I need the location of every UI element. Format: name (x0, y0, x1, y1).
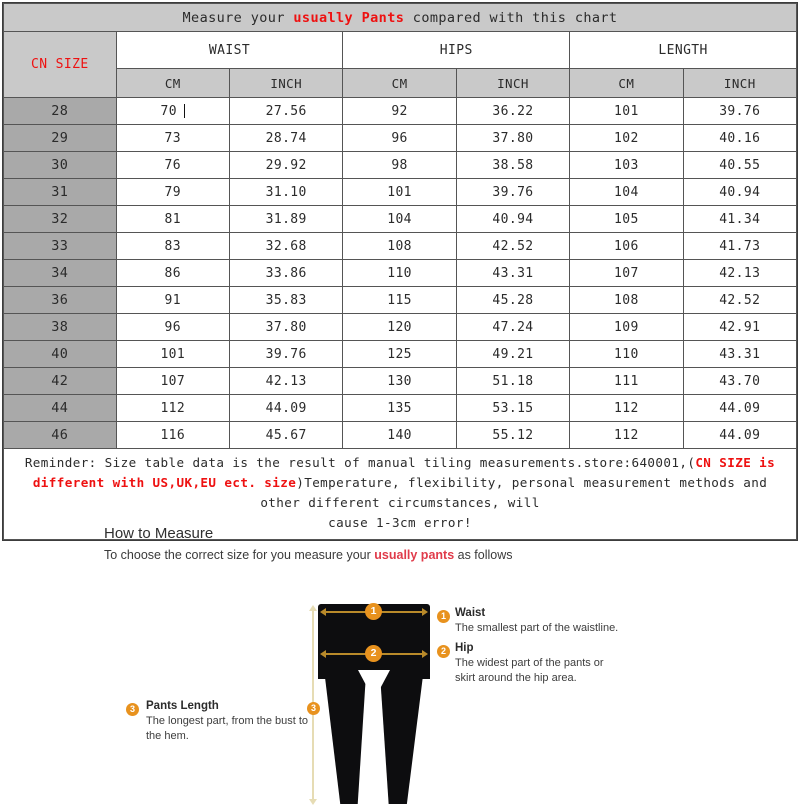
cell-waist-cm: 79 (116, 179, 229, 206)
pants-illustration (318, 604, 430, 802)
cell-waist-cm: 107 (116, 368, 229, 395)
cell-size: 44 (4, 395, 117, 422)
cell-hips-cm: 98 (343, 152, 456, 179)
table-row (4, 314, 797, 341)
howto-sub-suffix: as follows (454, 548, 513, 562)
cell-length-inch: 39.76 (683, 98, 796, 125)
cell-length-cm: 111 (570, 368, 683, 395)
cell-hips-cm: 96 (343, 125, 456, 152)
reminder-part1: Reminder: Size table data is the result of manual tiling measurements.store:640001,( (24, 455, 696, 470)
how-to-measure-section (104, 525, 704, 562)
header-group-hips: HIPS (343, 32, 570, 69)
cell-length-cm: 105 (570, 206, 683, 233)
cell-waist-inch: 28.74 (229, 125, 342, 152)
cell-hips-cm: 104 (343, 206, 456, 233)
cell-size: 32 (4, 206, 117, 233)
howto-sub-highlight: usually pants (374, 548, 455, 562)
cell-waist-inch: 32.68 (229, 233, 342, 260)
callout-hip-title: Hip (455, 642, 474, 654)
cell-hips-inch: 49.21 (456, 341, 569, 368)
cell-length-cm: 106 (570, 233, 683, 260)
how-to-measure-title: How to Measure (104, 525, 214, 542)
chart-title-prefix: Measure your (182, 9, 294, 26)
length-marker-badge: 3 (307, 702, 320, 715)
table-row (4, 233, 797, 260)
table-row (4, 179, 797, 206)
cell-waist-inch: 35.83 (229, 287, 342, 314)
header-length-inch: INCH (683, 69, 796, 98)
cell-waist-inch: 42.13 (229, 368, 342, 395)
cell-waist-cm: 81 (116, 206, 229, 233)
cell-length-inch: 43.31 (683, 341, 796, 368)
cell-length-cm: 101 (570, 98, 683, 125)
howto-sub-prefix: To choose the correct size for you measure your (104, 548, 375, 562)
cell-size: 42 (4, 368, 117, 395)
cell-waist-cm: 83 (116, 233, 229, 260)
callout-pants-length (146, 700, 311, 744)
pants-left-leg (320, 674, 366, 804)
chart-title (4, 4, 797, 32)
callout-hip-body-line2: skirt around the hip area. (455, 672, 577, 684)
cell-length-cm: 109 (570, 314, 683, 341)
cell-hips-inch: 42.52 (456, 233, 569, 260)
chart-title-suffix: compared with this chart (404, 9, 618, 26)
cell-length-cm: 110 (570, 341, 683, 368)
measurement-illustration (0, 592, 800, 802)
unit-header-row (4, 69, 797, 98)
callout-badge-2: 2 (437, 645, 450, 658)
cell-hips-cm: 115 (343, 287, 456, 314)
cell-length-inch: 44.09 (683, 422, 796, 449)
cell-length-cm: 108 (570, 287, 683, 314)
table-row (4, 260, 797, 287)
cell-hips-cm: 120 (343, 314, 456, 341)
cell-length-cm: 104 (570, 179, 683, 206)
cell-hips-inch: 53.15 (456, 395, 569, 422)
cell-waist-cm: 73 (116, 125, 229, 152)
cell-waist-inch: 29.92 (229, 152, 342, 179)
cell-length-cm: 102 (570, 125, 683, 152)
cell-length-inch: 43.70 (683, 368, 796, 395)
cell-waist-inch: 45.67 (229, 422, 342, 449)
cell-length-cm: 112 (570, 422, 683, 449)
reminder-part2: )Temperature, flexibility, personal measurement methods and other different circumstances, will (260, 475, 768, 510)
cell-hips-cm: 108 (343, 233, 456, 260)
hip-marker-badge: 2 (365, 645, 382, 662)
cell-hips-cm: 125 (343, 341, 456, 368)
callout-length-title: Pants Length (146, 700, 219, 712)
table-row (4, 125, 797, 152)
cell-length-cm: 103 (570, 152, 683, 179)
cell-size: 31 (4, 179, 117, 206)
cell-hips-inch: 40.94 (456, 206, 569, 233)
cell-size: 34 (4, 260, 117, 287)
cell-size: 46 (4, 422, 117, 449)
reminder-red: CN SIZE is different with US,UK,EU ect. size (32, 455, 776, 490)
header-hips-cm: CM (343, 69, 456, 98)
cell-hips-cm: 110 (343, 260, 456, 287)
cell-length-inch: 40.16 (683, 125, 796, 152)
header-cn-size: CN SIZE (4, 32, 117, 98)
header-hips-inch: INCH (456, 69, 569, 98)
cell-hips-cm: 92 (343, 98, 456, 125)
callout-waist (455, 607, 618, 636)
cell-hips-inch: 38.58 (456, 152, 569, 179)
cell-length-inch: 42.91 (683, 314, 796, 341)
header-group-waist: WAIST (116, 32, 343, 69)
cell-size: 30 (4, 152, 117, 179)
cell-waist-cm: 116 (116, 422, 229, 449)
callout-badge-1: 1 (437, 610, 450, 623)
table-row (4, 98, 797, 125)
text-cursor (184, 104, 185, 118)
cell-size: 36 (4, 287, 117, 314)
cell-hips-inch: 43.31 (456, 260, 569, 287)
cell-waist-cm: 91 (116, 287, 229, 314)
cell-length-cm: 112 (570, 395, 683, 422)
cell-waist-cm: 112 (116, 395, 229, 422)
cell-hips-cm: 101 (343, 179, 456, 206)
callout-waist-title: Waist (455, 607, 486, 619)
cell-waist-cm: 76 (116, 152, 229, 179)
cell-length-inch: 41.34 (683, 206, 796, 233)
cell-length-inch: 41.73 (683, 233, 796, 260)
callout-hip-body-line1: The widest part of the pants or (455, 657, 604, 669)
cell-waist-inch: 27.56 (229, 98, 342, 125)
cell-hips-cm: 130 (343, 368, 456, 395)
cell-size: 33 (4, 233, 117, 260)
cell-waist-inch: 37.80 (229, 314, 342, 341)
cell-hips-inch: 37.80 (456, 125, 569, 152)
cell-length-inch: 42.52 (683, 287, 796, 314)
cell-length-inch: 42.13 (683, 260, 796, 287)
cell-hips-cm: 140 (343, 422, 456, 449)
table-row (4, 206, 797, 233)
cell-size: 38 (4, 314, 117, 341)
cell-size: 29 (4, 125, 117, 152)
cell-waist-inch: 39.76 (229, 341, 342, 368)
header-waist-cm: CM (116, 69, 229, 98)
table-row (4, 422, 797, 449)
cell-waist-inch: 33.86 (229, 260, 342, 287)
cell-length-inch: 40.55 (683, 152, 796, 179)
cell-hips-inch: 51.18 (456, 368, 569, 395)
cell-size: 28 (4, 98, 117, 125)
pants-right-leg (380, 674, 428, 804)
cell-size: 40 (4, 341, 117, 368)
chart-title-highlight: usually Pants (293, 9, 405, 26)
how-to-measure-subtitle (104, 548, 704, 562)
reminder-part3: cause 1-3cm error! (328, 515, 472, 530)
chart-title-row (4, 4, 797, 32)
cell-waist-inch: 31.10 (229, 179, 342, 206)
table-row (4, 395, 797, 422)
cell-hips-cm: 135 (343, 395, 456, 422)
callout-length-body-line2: the hem. (146, 730, 189, 742)
cell-hips-inch: 55.12 (456, 422, 569, 449)
waist-marker-badge: 1 (365, 603, 382, 620)
cell-waist-cm[interactable] (116, 98, 229, 125)
cell-hips-inch: 36.22 (456, 98, 569, 125)
cell-length-inch: 44.09 (683, 395, 796, 422)
cell-waist-cm: 96 (116, 314, 229, 341)
table-row (4, 152, 797, 179)
callout-badge-3: 3 (126, 703, 139, 716)
cell-hips-inch: 47.24 (456, 314, 569, 341)
callout-length-body-line1: The longest part, from the bust to (146, 715, 309, 727)
cell-waist-cm-value: 70 (160, 103, 178, 119)
header-length-cm: CM (570, 69, 683, 98)
cell-hips-inch: 45.28 (456, 287, 569, 314)
size-chart-container (2, 2, 798, 541)
table-row (4, 368, 797, 395)
cell-length-inch: 40.94 (683, 179, 796, 206)
callout-hip (455, 642, 604, 686)
table-row (4, 341, 797, 368)
group-header-row (4, 32, 797, 69)
cell-waist-cm: 86 (116, 260, 229, 287)
header-waist-inch: INCH (229, 69, 342, 98)
header-group-length: LENGTH (570, 32, 797, 69)
cell-length-cm: 107 (570, 260, 683, 287)
table-row (4, 287, 797, 314)
cell-waist-inch: 44.09 (229, 395, 342, 422)
cell-waist-cm: 101 (116, 341, 229, 368)
callout-waist-body: The smallest part of the waistline. (455, 622, 619, 634)
cell-waist-inch: 31.89 (229, 206, 342, 233)
cell-hips-inch: 39.76 (456, 179, 569, 206)
size-chart-table (3, 3, 797, 540)
